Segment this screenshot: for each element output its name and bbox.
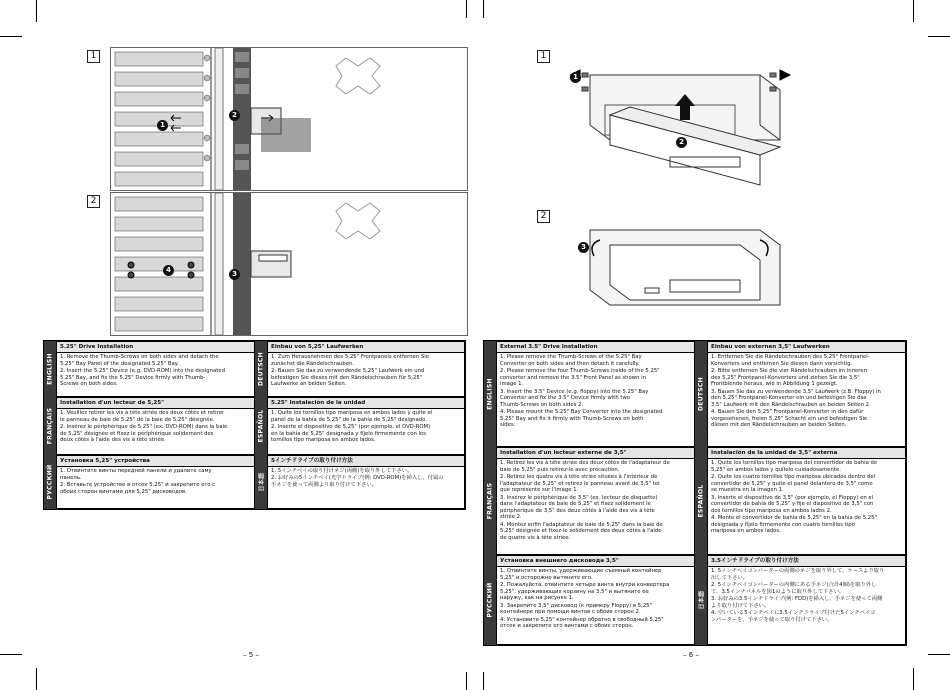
section-title: Einbau von externen 3,5" Laufwerken <box>708 342 905 353</box>
step-text: 1. 5インチベイコンバーターの両側のネジを取り外して、ケースより取り 出して下さい。 <box>711 568 885 581</box>
section-russian <box>56 455 255 509</box>
step-text: 2. Inserte el dispositivo de 5,25" (por ejemplo, el DVD-ROM) en la bahía de 5,25" designada y fíjelo firmemente con los tornillos tipo mariposa en ambos lados. <box>271 423 431 444</box>
step-text: 3. Bauen Sie das zu verwendende 3,5" Laufwerk (z.B. Floppy) in den 5,25" Frontpanel-Konverter ein und befestigen Sie das 3,5" Laufwerk mit den Rändelschrauben an beiden Seiten 2. <box>711 388 881 408</box>
lang-tab: ESPAÑOL <box>695 447 707 555</box>
section-japanese <box>267 455 465 509</box>
lang-tab: ENGLISH <box>484 341 496 447</box>
step-text: 1. 5インチベイの取り付けネジ(両側)を取り外して下さい。 <box>271 468 413 474</box>
crop-mark <box>36 668 37 690</box>
section-japanese <box>707 555 906 645</box>
lang-tab: 日本語 <box>255 455 267 509</box>
section-title: 5.25" Drive Installation <box>57 342 254 353</box>
crop-mark <box>928 654 950 655</box>
section-title: External 3.5" Drive Installation <box>497 342 694 353</box>
section-english <box>496 341 695 447</box>
section-espanol <box>707 447 906 555</box>
section-francais <box>56 397 255 455</box>
crop-mark <box>0 36 22 37</box>
step-text: 1. Quite los tornillos tipo mariposa del convertidor de bahía de 5,25" en ambos lados y quítelo cuidadosamente. <box>711 460 878 473</box>
crop-mark <box>913 0 914 22</box>
figure-number: 2 <box>537 210 550 223</box>
page-number-left: – 5 – <box>243 651 259 659</box>
step-text: 4. Please mount the 5.25" Bay Converter into the designated 5.25" Bay and fix it firmly with Thumb-Screws on both sides. <box>500 409 663 429</box>
step-text: 2. Retirez les quatre vis à tête striée situées à l'intérieur de l'adaptateur de 5,25" et retirez le panneau avant de 3,5" tel que représenté sur l'image 1. <box>500 473 660 494</box>
step-text: 2. Вставьте устройство в отсек 5,25" и закрепите его с обоих сторон винтами для 5,25" дисководов. <box>60 481 216 495</box>
crop-mark <box>36 0 37 22</box>
converter-drawing <box>570 45 800 195</box>
lang-tab: DEUTSCH <box>695 341 707 447</box>
bay-converter-illustration-2 <box>570 210 800 315</box>
step-text: 1. Отвинтите винты передней панели и удалите саму панель. <box>60 468 212 481</box>
step-text: 4. 空いている5インチベイに3.5インチドライブ付けた5インチベイコ ンバーターを、手ネジを使って取り付けて下さい。 <box>711 609 876 623</box>
step-badge-2: 2 <box>676 137 687 148</box>
section-title: 5.25" Instalación de la unidad <box>268 398 464 409</box>
step-text: 1. Отвинтите винты, удерживающие съемный контейнер 5,25" и осторожно вытяните его. <box>500 568 662 581</box>
lang-tab: РУССКИЙ <box>484 555 496 645</box>
lang-tab: ESPAÑOL <box>255 397 267 455</box>
section-english <box>56 341 255 397</box>
step-text: 4. Monte el convertidor de bahía de 5,25" en la bahía de 5,25" designada y fíjelo firmemente con cuatro tornillos tipo mariposa en ambos lados. <box>711 515 877 535</box>
lang-tab: 日本語 <box>695 555 707 645</box>
step-text: 2. Пожалуйста, отвинтите четыре винта внутри конвертера 5,25", удерживающих корзину на 3,5" и вытяните ее наружу, как на рисунке 1. <box>500 581 670 602</box>
crop-mark <box>483 0 484 18</box>
step-text: 2. Bauen Sie das zu verwendende 5,25" Laufwerk ein und befestigen Sie dieses mit den Rändelschrauben für 5,25" Laufwerke an beiden Seiten. <box>271 367 425 388</box>
crop-mark <box>0 654 22 655</box>
lang-tab: РУССКИЙ <box>44 455 56 509</box>
figure-number: 1 <box>87 50 100 63</box>
step-text: 2. Please remove the four Thumb-Screws inside of the 5.25" converter and remove the 3.5" Front Panel as shown in image 1. <box>500 367 660 388</box>
step-text: 1. Quite los tornillos tipo mariposa en ambos lados y quite el panel de la bahía de 5,25" de la bahía de 5,25" designado. <box>271 410 433 423</box>
step-text: 2. Insert the 5.25" Device (e.g. DVD-ROM) into the designated 5.25" Bay, and fix the 5.25" Device firmly with Thumb- Screws on both sides. <box>60 367 225 388</box>
case-bay-illustration-1 <box>110 47 468 191</box>
lang-tab: DEUTSCH <box>255 341 267 397</box>
lang-tab: FRANÇAIS <box>484 447 496 555</box>
step-text: 2. お好みの5インチベイ(光学ドライブ(例: DVD-ROM)を挿入し、付属の 手ネジを使って両側より取り付けて下さい。 <box>271 475 444 488</box>
converter-drawing <box>570 210 800 315</box>
page-number-right: – 6 – <box>683 651 699 659</box>
step-text: 1. Entfernen Sie die Rändelschrauben des 5,25" Frontpanel- Konverters und entfernen Sie diesen dann vorsichtig. <box>711 354 870 367</box>
crop-mark <box>913 668 914 690</box>
section-title: Установка 5,25" устройства <box>57 456 254 467</box>
step-badge-4: 4 <box>163 265 174 276</box>
step-text: 3. Закрепите 3,5" дисковод (к примеру Floppy) в 5,25" контейнере при помощи винтов с обоих сторон 2. <box>500 602 652 616</box>
step-text: 1. Remove the Thumb-Screws on both sides and detach the 5.25" Bay Panel of the designated 5.25" Bay. <box>60 354 219 367</box>
step-text: 1. Zum Herausnehmen des 5,25" Frontpanels entfernen Sie zunächst die Rändelschrauben. <box>271 354 429 367</box>
step-badge-3: 3 <box>578 242 589 253</box>
step-text: 3. Inserte el dispositivo de 3,5" (por ejemplo, el Floppy) en el convertidor de bahía de 5,25" y fije el dispositivo de 3,5" con dos tornillos tipo mariposa en ambos lados 2. <box>711 494 874 514</box>
figure-number: 1 <box>537 50 550 63</box>
step-badge-1: 1 <box>157 120 168 131</box>
step-badge-2: 2 <box>229 110 240 121</box>
step-badge-3: 3 <box>229 269 240 280</box>
step-text: 3. お好みの3.5インチドライブ(例: FDD)を挿入し、手ネジを使って両側 より取り付けて下さい。 <box>711 595 883 609</box>
section-title: 5インチドライブの取り付け方法 <box>268 456 464 467</box>
step-text: 3. Insert the 3.5" Device (e.g. floppy) into the 5.25" Bay Converter and fix the 3.5" Device firmly with two Thumb-Screws on both sides 2. <box>500 388 649 408</box>
section-title: 3.5インチドライブの取り付け方法 <box>708 556 905 567</box>
left-instructions <box>43 340 466 510</box>
crop-mark <box>928 36 950 37</box>
section-espanol <box>267 397 465 455</box>
step-text: 2. Quite los cuatro tornillos tipo mariposa ubicados dentro del convertidor de 5,25" y quite el panel delantero de 3,5" como se muestra en la imagen 1. <box>711 473 876 494</box>
step-text: 4. Montez enfin l'adaptateur de baie de 5,25" dans la baie de 5,25" désignée et fixez-le solidement des deux côtés à l'aide de quatre vis à tête striée. <box>500 521 663 541</box>
step-text: 2. 5インチベイコンバーターの内側にある手ネジ(合計4個)を取り外し て、3.5インチパネルを図1のように取り外して下さい。 <box>711 581 877 595</box>
section-title: Installation d'un lecteur de 5,25" <box>57 398 254 409</box>
step-text: 2. Insérez le périphérique de 5,25" (ex. DVD-ROM) dans la baie de 5,25" désignée et fixez le périphérique solidement des deux côtés à l'aide des vis à tête striée. <box>60 423 228 444</box>
section-title: Instalación de la unidad de 3,5" externa <box>708 448 905 459</box>
step-text: 4. Bauen Sie den 5,25" Frontpanel-Konverter in den dafür vorgesehenen, freien 5,25" Schacht ein und befestigen Sie diesen mit den Rändelschrauben an beiden Seiten. <box>711 409 868 429</box>
section-title: Einbau von 5,25" Laufwerken <box>268 342 464 353</box>
section-francais <box>496 447 695 555</box>
crop-mark <box>466 0 467 18</box>
bay-converter-illustration-1 <box>570 45 800 195</box>
step-text: 1. Veuillez retirer les vis à tête striée des deux côtés et retirer le panneau de baie de 5,25" de la baie de 5,25" désignée. <box>60 410 225 423</box>
case-front-drawing <box>111 48 467 190</box>
step-text: 1. Retirez les vis à tête striée des deux côtés de l'adaptateur de baie de 5,25" puis retirez-le avec précaution. <box>500 460 670 473</box>
section-deutsch <box>267 341 465 397</box>
step-badge-1: 1 <box>570 72 581 83</box>
section-russian <box>496 555 695 645</box>
case-front-drawing <box>111 193 467 335</box>
figure-number: 2 <box>87 195 100 208</box>
crop-mark <box>466 672 467 690</box>
section-deutsch <box>707 341 906 447</box>
section-title: Installation d'un lecteur externe de 3,5" <box>497 448 694 459</box>
case-bay-illustration-2 <box>110 192 468 336</box>
step-text: 3. Insérez le périphérique de 3,5" (ex. lecteur de disquette) dans l'adaptateur de baie de 5,25" et fixez solidement le périphérique de 3,5" des deux côtés à l'aide des vis à tête striée 2. <box>500 494 658 521</box>
lang-tab: FRANÇAIS <box>44 397 56 455</box>
section-title: Установка внешнего дисковода 3,5" <box>497 556 694 567</box>
crop-mark <box>483 672 484 690</box>
right-instructions <box>483 340 907 646</box>
step-text: 4. Установите 5,25" контейнер обратно в свободный 5,25" отсек и закрепите его винтами с обоих сторон. <box>500 616 664 630</box>
step-text: 2. Bitte entfernen Sie die vier Rändelschrauben im inneren des 5,25" Frontpanel-Konverters und ziehen Sie die 3,5" Frontblende heraus, wie in Abbildung 1 gezeigt. <box>711 367 867 388</box>
lang-tab: ENGLISH <box>44 341 56 397</box>
step-text: 1. Please remove the Thumb-Screws of the 5.25" Bay Converter on both sides and then detach it carefully. <box>500 354 642 367</box>
